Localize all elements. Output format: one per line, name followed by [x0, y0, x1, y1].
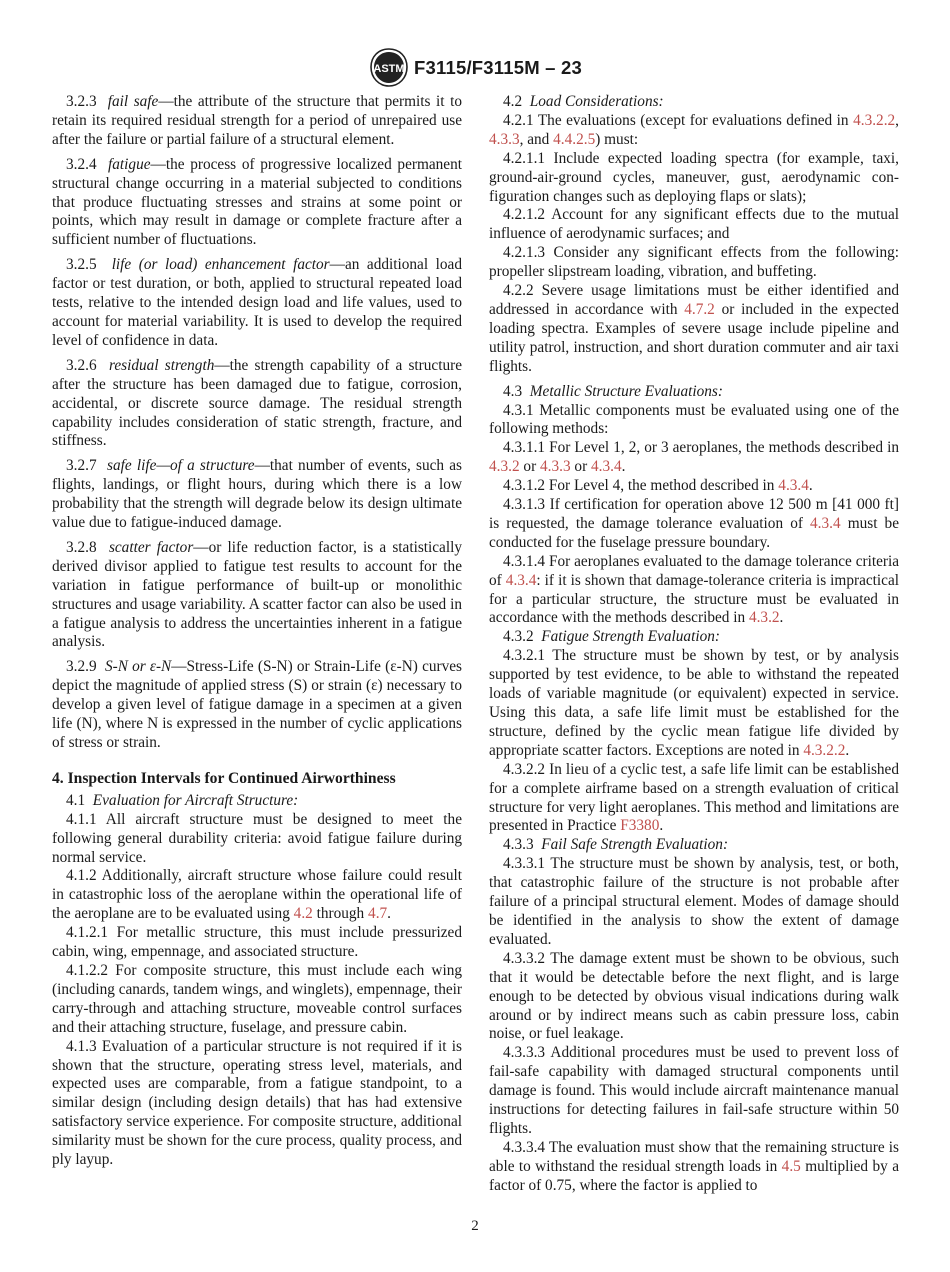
- ref-link[interactable]: 4.3.4: [591, 458, 622, 476]
- clause-4-2-1-1: 4.2.1.1 Include expected loading spectra (for example, taxi, ground-air-ground cycles, maneuver, gust, aerodynamic configuration changes such as deploying flaps or slats);: [489, 149, 899, 205]
- clause-4-2-1-2: 4.2.1.2 Account for any significant effects due to the mutual influence of aerodynamic surfaces; and: [489, 206, 899, 243]
- clause-4-3-2-1: 4.3.2.1 The structure must be shown by test, or by analysis supported by test evidence, to be able to withstand the repeated loads of variable magnitude (or equivalent) expected in service. Using this data, a safe life limit must be established for the structure, defined by the cyclic mean fatigue life divided by appropriate scatter factors. Exceptions are noted in 4.3.2.2.: [489, 647, 899, 759]
- ref-link[interactable]: 4.3.2.2: [853, 111, 896, 129]
- astm-logo-icon: [368, 48, 410, 88]
- ref-link[interactable]: 4.2: [293, 905, 313, 923]
- definition-s-n-curve: 3.2.9 S-N or ε-N—Stress-Life (S-N) or Strain-Life (ε-N) curves depict the magnitude of applied stress (S) or strain (ε) necessary to develop a given level of fatigue damage in a specimen at a given life (N), where N is expressed in the number of cyclic applications of stress or strain.: [52, 658, 462, 751]
- logo-text: ASTM: [373, 63, 405, 75]
- section-heading: 4. Inspection Intervals for Continued Airworthiness: [52, 769, 396, 787]
- subsection-title-4-3-3: 4.3.3 Fail Safe Strength Evaluation:: [503, 836, 729, 854]
- ref-link[interactable]: 4.3.4: [778, 477, 809, 495]
- ref-link[interactable]: 4.3.3: [489, 130, 520, 148]
- ref-link[interactable]: 4.3.4: [810, 514, 841, 532]
- document-designation: F3115/F3115M – 23: [414, 57, 582, 78]
- clause-4-1-3: 4.1.3 Evaluation of a particular structure is not required if it is shown that the structure, operating stress level, materials, and expected uses are comparable, from a fatigue standpoint, to a similar design (including design details) that has had extensive satisfactory service experience. For composite structure, additional similarity must be shown for the cure process, quality process, and ply layup.: [52, 1037, 462, 1169]
- definition-life-enhancement-factor: 3.2.5 life (or load) enhancement factor—an additional load factor or test duration, or both, applied to structural repeated load tests, relative to the intended design load and life values, used to account for material variability. It is used to develop the required level of confidence in data.: [52, 256, 462, 349]
- ref-link[interactable]: 4.3.2.2: [803, 741, 846, 759]
- clause-4-3-1: 4.3.1 Metallic components must be evaluated using one of the following methods:: [489, 401, 899, 438]
- right-column: [489, 93, 899, 1196]
- clause-4-3-1-3: 4.3.1.3 If certification for operation above 12 500 m [41 000 ft] is requested, the damage tolerance evaluation of 4.3.4 must be conducted for the fuselage pressure boundary.: [489, 496, 899, 551]
- clause-4-3-3-1: 4.3.3.1 The structure must be shown by analysis, test, or both, that catastrophic failure of the structure is not probable after failure of a principal structural element. Modes of damage should be identified in the analysis to show the extent of damage evaluated.: [489, 855, 899, 948]
- clause-4-3-2-2: 4.3.2.2 In lieu of a cyclic test, a safe life limit can be established for a complete airframe based on a strength evaluation of critical structure for very light aeroplanes. This method and limitations are presented in Practice F3380.: [489, 760, 899, 835]
- ref-link[interactable]: 4.3.2: [489, 458, 520, 476]
- clause-4-1-1: 4.1.1 All aircraft structure must be designed to meet the following general durability criteria: avoid fatigue failure during normal service.: [52, 810, 462, 866]
- subsection-title-4-3: 4.3 Metallic Structure Evaluations:: [503, 382, 723, 400]
- clause-4-3-1-2: 4.3.1.2 For Level 4, the method described in 4.3.4.: [503, 477, 813, 495]
- ref-link[interactable]: 4.7.2: [684, 300, 715, 318]
- definition-fail-safe: 3.2.3 fail safe—the attribute of the structure that permits it to retain its required residual strength for a period of unrepaired use after the failure or partial failure of a structural element.: [52, 93, 462, 148]
- clause-4-2-2: 4.2.2 Severe usage limitations must be either identified and addressed in accordance with 4.7.2 or included in the expected loading spectra. Examples of severe usage include pipeline and utility patrol, instruction, and short duration commuter and air taxi flights.: [489, 282, 899, 375]
- clause-4-3-1-1: 4.3.1.1 For Level 1, 2, or 3 aeroplanes, the methods described in 4.3.2 or 4.3.3 or 4.3.4.: [489, 439, 899, 476]
- subsection-title-4-3-2: 4.3.2 Fatigue Strength Evaluation:: [503, 628, 720, 646]
- definition-safe-life: 3.2.7 safe life—of a structure—that number of events, such as flights, landings, or flight hours, during which there is a low probability that the strength will degrade below its design ultimate value due to fatigue-induced damage.: [52, 457, 463, 532]
- page-number: 2: [471, 1218, 479, 1234]
- clause-4-3-3-4: 4.3.3.4 The evaluation must show that the remaining structure is able to withstand the residual strength loads in 4.5 multiplied by a factor of 0.75, where the factor is applied to: [489, 1138, 899, 1194]
- subsection-title-4-1: 4.1 Evaluation for Aircraft Structure:: [66, 791, 299, 809]
- definition-residual-strength: 3.2.6 residual strength—the strength capability of a structure after the structure has been damaged due to fatigue, corrosion, accidental, or discrete source damage. The residual strength capability includes consideration of static strength, fracture, and stiffness.: [52, 356, 462, 450]
- ref-link[interactable]: 4.5: [781, 1157, 801, 1175]
- clause-4-1-2-2: 4.1.2.2 For composite structure, this must include each wing (including canards, tandem wings, and winglets), empennage, their carry-through and attaching structure, moveable control surfaces and their attaching structure, fuselage, and pressure cabin.: [52, 961, 462, 1036]
- left-column: [52, 93, 462, 1170]
- clause-4-3-1-4: 4.3.1.4 For aeroplanes evaluated to the damage tolerance criteria of 4.3.4: if it is shown that damage-tolerance criteria is impractical for a particular structure, the structure must be evaluated in accordance with the methods described in 4.3.2.: [489, 552, 899, 627]
- ref-link[interactable]: 4.7: [368, 905, 388, 923]
- definition-scatter-factor: 3.2.8 scatter factor—or life reduction factor, is a statistically derived divisor applied to fatigue test results to account for the variation in fatigue performance of built-up or monolithic structures and usage variability. A scatter factor can also be used in a fatigue analysis to address the uncertainties inherent in a fatigue analysis.: [52, 538, 462, 651]
- ref-link[interactable]: F3380: [620, 817, 660, 835]
- page-header: [0, 48, 950, 88]
- subsection-title-4-2: 4.2 Load Considerations:: [503, 93, 664, 110]
- ref-link[interactable]: 4.3.3: [540, 458, 571, 476]
- clause-4-1-2: 4.1.2 Additionally, aircraft structure whose failure could result in catastrophic loss of the aeroplane within the operational life of the aeroplane are to be evaluated using 4.2 through 4.7.: [52, 867, 462, 923]
- clause-4-1-2-1: 4.1.2.1 For metallic structure, this must include pressurized cabin, wing, empennage, and associated structure.: [52, 924, 462, 961]
- ref-link[interactable]: 4.4.2.5: [553, 130, 596, 148]
- ref-link[interactable]: 4.3.2: [748, 609, 780, 627]
- clause-4-2-1: 4.2.1 The evaluations (except for evaluations defined in 4.3.2.2, 4.3.3, and 4.4.2.5) must:: [489, 111, 899, 148]
- ref-link[interactable]: 4.3.4: [505, 571, 537, 589]
- clause-4-2-1-3: 4.2.1.3 Consider any significant effects from the following: propeller slipstream loading, vibration, and buffeting.: [489, 244, 899, 281]
- clause-4-3-3-2: 4.3.3.2 The damage extent must be shown to be obvious, such that it would be detectable before the next flight, and is large enough to be detected by obvious visual indications during walk around or by indirect means such as cabin pressure loss, cabin noise, or fuel leakage.: [489, 949, 899, 1043]
- clause-4-3-3-3: 4.3.3.3 Additional procedures must be used to prevent loss of fail-safe capability with damaged structural components until damage is found. This would include aircraft maintenance manual instructions for detecting failures in fail-safe structure within 50 flights.: [489, 1044, 899, 1137]
- definition-fatigue: 3.2.4 fatigue—the process of progressive localized permanent structural change occurring in a material subjected to conditions that produce fluctuating stresses and strains at some point or points, which may result in damage or complete fracture after a sufficient number of fluctuations.: [52, 155, 462, 249]
